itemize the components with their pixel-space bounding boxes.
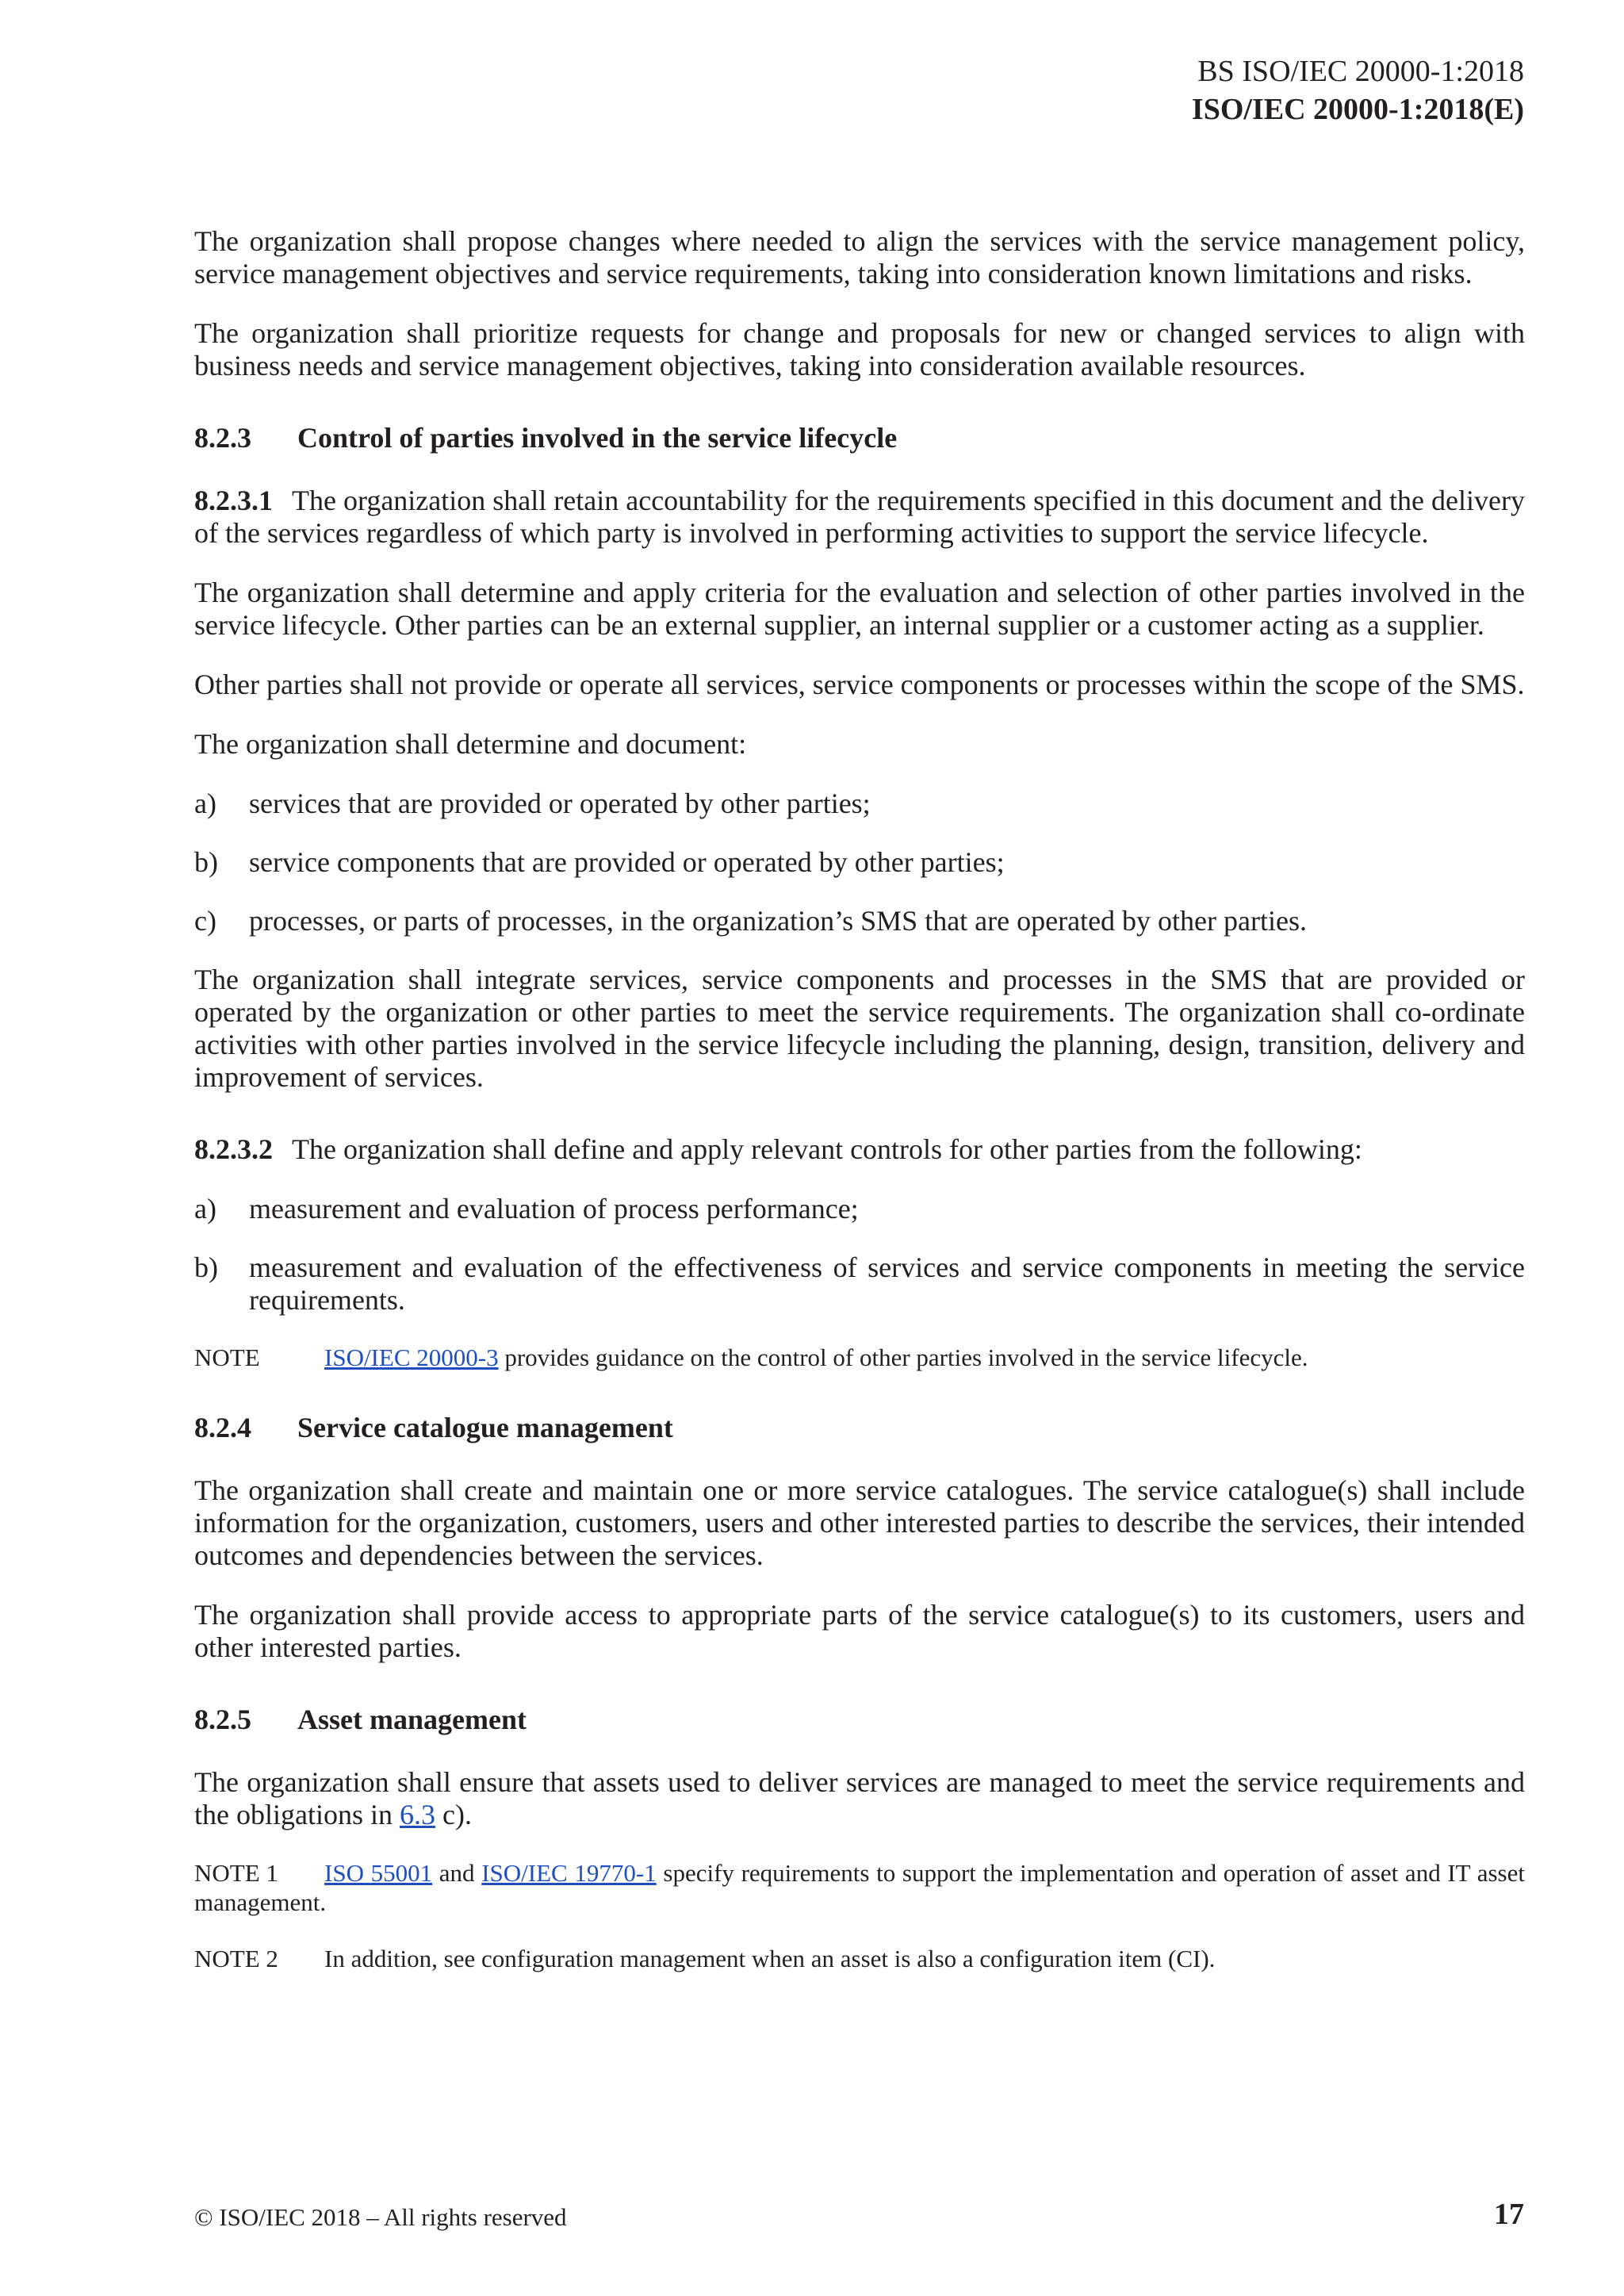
paragraph: The organization shall determine and apply criteria for the evaluation and selection of other parties involved in the service lifecycle. Other parties can be an external supplier, an internal supplier or a customer acting as a supplier. bbox=[194, 577, 1525, 641]
list-text: measurement and evaluation of the effectiveness of services and service components in meeting the service requirements. bbox=[249, 1251, 1525, 1316]
list-item bbox=[194, 788, 1525, 820]
note bbox=[194, 1343, 1525, 1372]
list-text: processes, or parts of processes, in the organization’s SMS that are operated by other parties. bbox=[249, 905, 1307, 937]
note-label: NOTE bbox=[194, 1343, 260, 1371]
section-title: Asset management bbox=[297, 1704, 527, 1735]
paragraph: The organization shall integrate services, service components and processes in the SMS that are provided or operated by the organization or other parties to meet the service requirements. The organization shall co-ordinate activities with other parties involved in the service lifecycle including the planning, design, transition, delivery and improvement of services. bbox=[194, 964, 1525, 1093]
list-text: service components that are provided or operated by other parties; bbox=[249, 846, 1005, 878]
section-title: Service catalogue management bbox=[297, 1412, 673, 1443]
section-number: 8.2.5 bbox=[194, 1704, 251, 1735]
clause-number: 8.2.3.1 bbox=[194, 485, 273, 516]
list-item bbox=[194, 1193, 1525, 1225]
reference-link-iso-iec-20000-3[interactable]: ISO/IEC 20000-3 bbox=[324, 1343, 499, 1371]
clause-link-6-3[interactable]: 6.3 bbox=[399, 1799, 435, 1830]
section-number: 8.2.3 bbox=[194, 422, 251, 454]
note-label: NOTE 1 bbox=[194, 1859, 278, 1887]
section-title: Control of parties involved in the service lifecycle bbox=[297, 422, 898, 454]
note-label: NOTE 2 bbox=[194, 1945, 278, 1972]
note-text: provides guidance on the control of other parties involved in the service lifecycle. bbox=[498, 1343, 1308, 1371]
paragraph: The organization shall prioritize requests for change and proposals for new or changed services to align with business needs and service management objectives, taking into consideration available resources. bbox=[194, 317, 1525, 381]
note bbox=[194, 1944, 1525, 1973]
note-text: specify requirements to support the implementation and operation of asset and IT asset management. bbox=[194, 1859, 1525, 1916]
clause-number: 8.2.3.2 bbox=[194, 1133, 273, 1165]
section-heading-8-2-3 bbox=[194, 422, 1525, 454]
paragraph: The organization shall create and maintain one or more service catalogues. The service catalogue(s) shall include information for the organization, customers, users and other interested parties to describe the services, their intended outcomes and dependencies between the services. bbox=[194, 1474, 1525, 1571]
header-standard-iso: ISO/IEC 20000-1:2018(E) bbox=[1191, 93, 1524, 126]
reference-link-iso-iec-19770-1[interactable]: ISO/IEC 19770-1 bbox=[481, 1859, 657, 1887]
note-text: In addition, see configuration management when an asset is also a configuration item (CI). bbox=[324, 1945, 1216, 1972]
paragraph-text: c). bbox=[435, 1799, 472, 1830]
clause-text: The organization shall retain accountability for the requirements specified in this document and the delivery of the services regardless of which party is involved in performing activities to support the service lifecycle. bbox=[194, 485, 1525, 549]
paragraph: The organization shall determine and document: bbox=[194, 728, 747, 760]
paragraph: The organization shall propose changes where needed to align the services with the service management policy, service management objectives and service requirements, taking into consideration known limitations and risks. bbox=[194, 225, 1525, 289]
list-item bbox=[194, 846, 1525, 879]
list-label: b) bbox=[194, 1251, 218, 1283]
paragraph-text: The organization shall ensure that assets used to deliver services are managed to meet the service requirements and the obligations in bbox=[194, 1766, 1525, 1830]
clause-8-2-3-1 bbox=[194, 485, 1525, 550]
list-text: services that are provided or operated by other parties; bbox=[249, 788, 871, 819]
main-content bbox=[194, 225, 1525, 2000]
clause-8-2-3-2 bbox=[194, 1133, 1525, 1166]
section-heading-8-2-5 bbox=[194, 1704, 1525, 1736]
list-label: a) bbox=[194, 1193, 216, 1225]
section-number: 8.2.4 bbox=[194, 1412, 251, 1443]
reference-link-iso-55001[interactable]: ISO 55001 bbox=[324, 1859, 433, 1887]
paragraph: The organization shall provide access to appropriate parts of the service catalogue(s) to its customers, users and other interested parties. bbox=[194, 1599, 1525, 1663]
list-label: c) bbox=[194, 905, 216, 937]
clause-text: The organization shall define and apply relevant controls for other parties from the following: bbox=[292, 1133, 1362, 1165]
list-text: measurement and evaluation of process performance; bbox=[249, 1193, 859, 1225]
section-heading-8-2-4 bbox=[194, 1412, 1525, 1444]
header-standard-bs: BS ISO/IEC 20000-1:2018 bbox=[1197, 55, 1524, 88]
paragraph-asset-management bbox=[194, 1766, 1525, 1831]
note bbox=[194, 1858, 1525, 1917]
note-text: and bbox=[432, 1859, 482, 1887]
paragraph: Other parties shall not provide or operate all services, service components or processes within the scope of the SMS. bbox=[194, 669, 1525, 700]
list-label: b) bbox=[194, 846, 218, 878]
page-header bbox=[1192, 52, 1524, 128]
list-label: a) bbox=[194, 788, 216, 819]
list-item bbox=[194, 905, 1525, 937]
list-item bbox=[194, 1251, 1525, 1317]
page-number: 17 bbox=[1494, 2198, 1524, 2231]
copyright-notice: © ISO/IEC 2018 – All rights reserved bbox=[194, 2203, 567, 2231]
page-footer bbox=[194, 2197, 1524, 2232]
